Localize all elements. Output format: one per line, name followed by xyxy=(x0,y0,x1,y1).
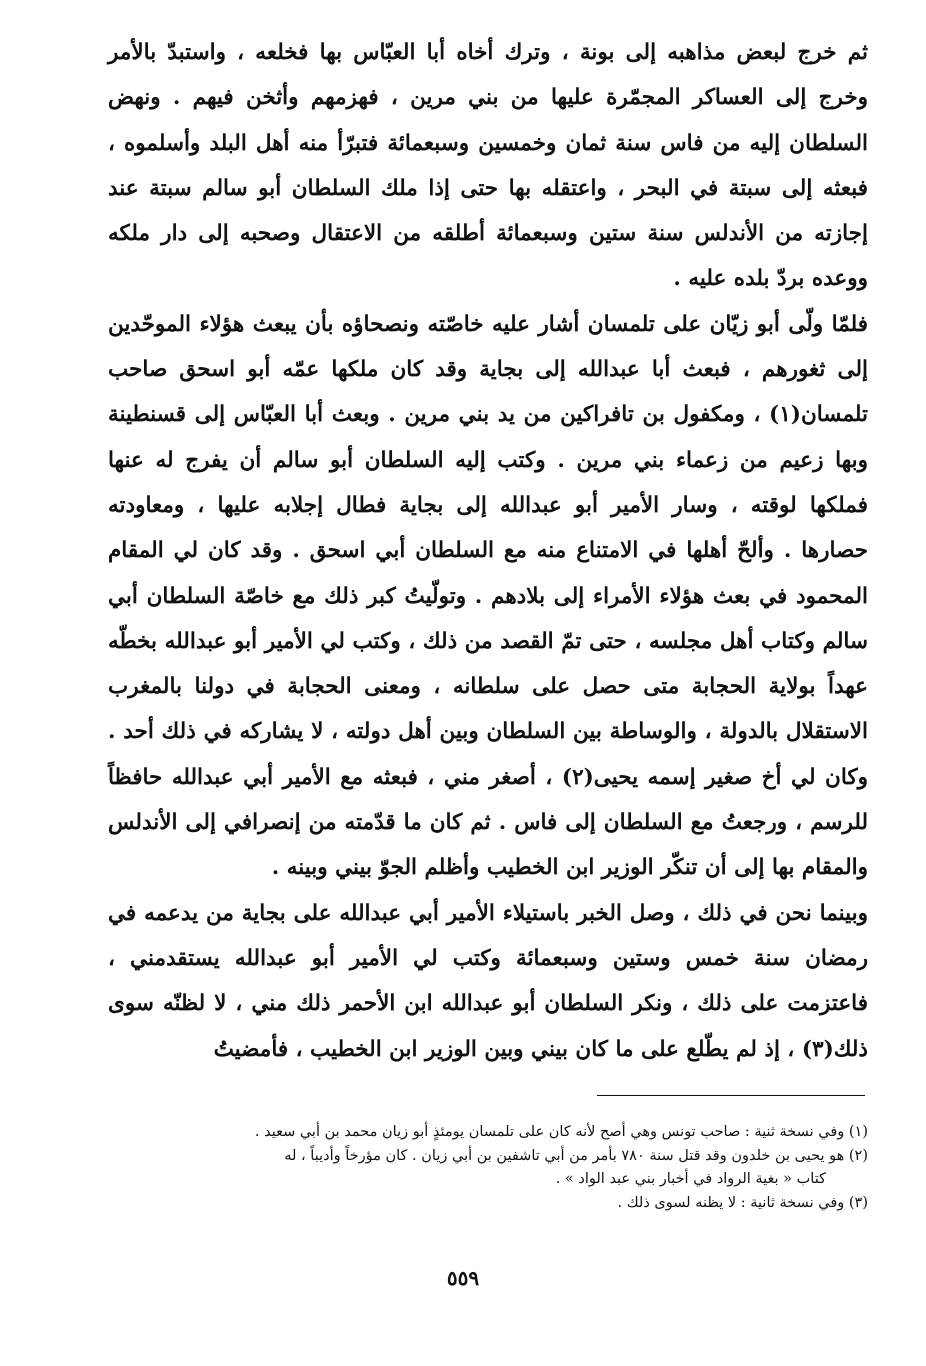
footnote-1: (١) وفي نسخة ثنية : صاحب تونس وهي أصح لأنه كان على تلمسان يومئذٍ أبو زيان محمد بن أبي سعيد . xyxy=(254,1124,868,1140)
main-text xyxy=(108,30,868,1072)
footnote-3: (٣) وفي نسخة ثانية : لا يظنه لسوى ذلك . xyxy=(617,1194,868,1211)
footnote-divider xyxy=(597,1095,865,1096)
footnotes xyxy=(108,1121,868,1215)
paragraph-2: فلمّا ولّى أبو زيّان على تلمسان أشار عليه خاصّته ونصحاؤه بأن يبعث هؤلاء الموحّدين إلى ثغورهم ، فبعث أبا عبدالله إلى بجاية وقد كان ملكها عمّه أبو اسحق صاحب تلمسان(١) ، ومكفول بن تافراكين من يد بني مرين . وبعث أبا العبّاس إلى قسنطينة وبها زعيم من زعماء بني مرين . وكتب إليه السلطان أبو سالم أن يفرج له عنها فملكها لوقته ، وسار الأمير أبو عبدالله إلى بجاية فطال إجلابه عليها ، ومعاودته حصارها . وألحّ أهلها في الامتناع منه مع السلطان أبي اسحق . وقد كان لي المقام المحمود في بعث هؤلاء الأمراء إلى بلادهم . وتولّيتُ كبر ذلك مع خاصّة السلطان أبي سالم وكتاب أهل مجلسه ، حتى تمّ القصد من ذلك ، وكتب لي الأمير أبو عبدالله بخطّه عهداً بولاية الحجابة متى حصل على سلطانه ، ومعنى الحجابة في دولنا بالمغرب الاستقلال بالدولة ، والوساطة بين السلطان وبين أهل دولته ، لا يشاركه في ذلك أحد . وكان لي أخ صغير إسمه يحيى(٢) ، أصغر مني ، فبعثه مع الأمير أبي عبدالله حافظاً للرسم ، ورجعتُ مع السلطان إلى فاس . ثم كان ما قدّمته من إنصرافي إلى الأندلس والمقام بها إلى أن تنكّر الوزير ابن الخطيب وأظلم الجوّ بيني وبينه . xyxy=(108,311,869,881)
footnote-2: (٢) هو يحيى بن خلدون وقد قتل سنة ٧٨٠ بأمر من أبي تاشفين بن أبي زيان . كان مؤرخاً وأديباً ، له xyxy=(284,1147,868,1164)
page-number: ٥٥٩ xyxy=(446,1266,480,1290)
paragraph-1: ثم خرج لبعض مذاهبه إلى بونة ، وترك أخاه أبا العبّاس بها فخلعه ، واستبدّ بالأمر وخرج إلى العساكر المجمّرة عليها من بني مرين ، فهزمهم وأثخن فيهم . ونهض السلطان إليه من فاس سنة ثمان وخمسين وسبعمائة فتبرّأ منه أهل البلد وأسلموه ، فبعثه إلى سبتة في البحر ، واعتقله بها حتى إذا ملك السلطان أبو سالم سبتة عند إجازته من الأندلس سنة ستين وسبعمائة أطلقه من الاعتقال وصحبه إلى دار ملكه ووعده بردّ بلده عليه . xyxy=(108,40,868,292)
paragraph-3: وبينما نحن في ذلك ، وصل الخبر باستيلاء الأمير أبي عبدالله على بجاية من يدعمه في رمضان سنة خمس وستين وسبعمائة وكتب لي الأمير أبو عبدالله يستقدمني ، فاعتزمت على ذلك ، ونكر السلطان أبو عبدالله ابن الأحمر ذلك مني ، لا لظنّه سوى ذلك(٣) ، إذ لم يطّلع على ما كان بيني وبين الوزير ابن الخطيب ، فأمضيتُ xyxy=(108,900,868,1062)
footnote-2-continuation: كتاب « بغية الرواد في أخبار بني عبد الواد » . xyxy=(555,1171,826,1187)
